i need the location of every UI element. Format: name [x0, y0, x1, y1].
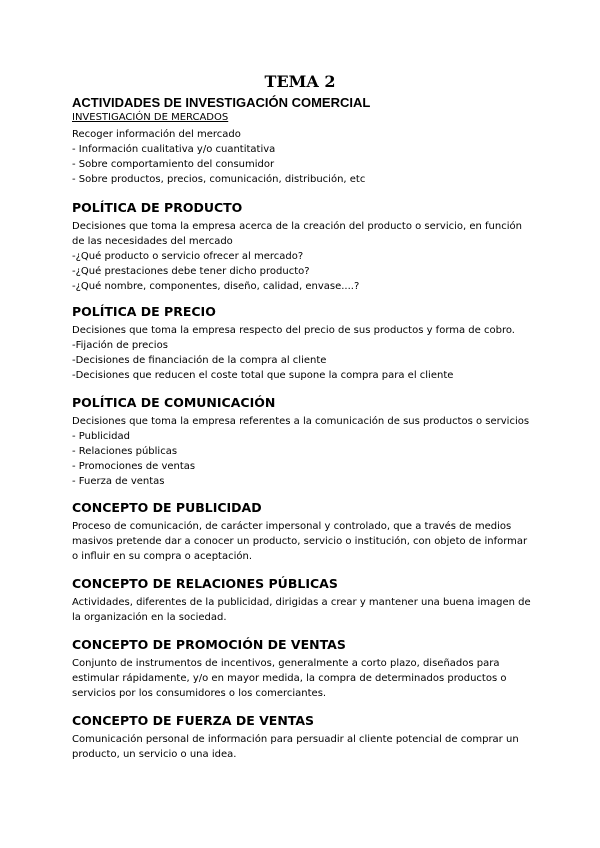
- section-producto: [72, 200, 532, 294]
- list-item: -Fijación de precios: [72, 340, 168, 351]
- text-line: de las necesidades del mercado: [72, 236, 233, 247]
- subheading-investigacion: INVESTIGACIÓN DE MERCADOS: [72, 112, 229, 123]
- list-item: -Decisiones que reducen el coste total que supone la compra para el cliente: [72, 370, 454, 381]
- paragraph: Comunicación personal de información para persuadir al cliente potencial de comprar un producto, un servicio o una idea.: [72, 734, 519, 760]
- section-fuerza: [72, 713, 532, 762]
- list-item: - Sobre productos, precios, comunicación, distribución, etc: [72, 174, 366, 185]
- main-heading: ACTIVIDADES DE INVESTIGACIÓN COMERCIAL: [72, 95, 371, 110]
- section-promocion: [72, 637, 532, 701]
- text-line: Decisiones que toma la empresa respecto del precio de sus productos y forma de cobro.: [72, 325, 515, 336]
- section-heading: CONCEPTO DE FUERZA DE VENTAS: [72, 713, 315, 728]
- section-relaciones: [72, 576, 532, 625]
- list-item: - Publicidad: [72, 431, 130, 442]
- list-item: - Promociones de ventas: [72, 461, 196, 472]
- list-item: -¿Qué nombre, componentes, diseño, calidad, envase....?: [72, 281, 360, 292]
- list-item: - Fuerza de ventas: [72, 476, 165, 487]
- list-item: -¿Qué prestaciones debe tener dicho producto?: [72, 266, 310, 277]
- paragraph: Conjunto de instrumentos de incentivos, generalmente a corto plazo, diseñados para estimular rápidamente, y/o en mayor medida, la compra de determinados productos o servicios por los consumidores o los comerciantes.: [72, 658, 507, 699]
- paragraph: Proceso de comunicación, de carácter impersonal y controlado, que a través de medios masivos pretende dar a conocer un producto, servicio o institución, con objeto de informar o influir en su compra o aceptación.: [72, 521, 528, 562]
- section-publicidad: [72, 500, 532, 564]
- section-investigacion: [72, 127, 532, 187]
- page-title: TEMA 2: [264, 72, 336, 91]
- list-item: - Relaciones públicas: [72, 446, 178, 457]
- list-item: - Información cualitativa y/o cuantitativa: [72, 144, 276, 155]
- section-heading: CONCEPTO DE RELACIONES PÚBLICAS: [72, 576, 338, 591]
- text-line: Decisiones que toma la empresa referentes a la comunicación de sus productos o servicios: [72, 416, 530, 427]
- section-precio: [72, 304, 532, 383]
- section-heading: POLÍTICA DE PRECIO: [72, 304, 216, 319]
- section-heading: CONCEPTO DE PROMOCIÓN DE VENTAS: [72, 637, 346, 652]
- text-line: Decisiones que toma la empresa acerca de la creación del producto o servicio, en función: [72, 221, 522, 232]
- text-line: Recoger información del mercado: [72, 129, 241, 140]
- section-heading: CONCEPTO DE PUBLICIDAD: [72, 500, 262, 515]
- paragraph: Actividades, diferentes de la publicidad, dirigidas a crear y mantener una buena imagen de la organización en la sociedad.: [72, 597, 531, 623]
- list-item: -Decisiones de financiación de la compra al cliente: [72, 355, 327, 366]
- section-heading: POLÍTICA DE COMUNICACIÓN: [72, 395, 276, 410]
- section-comunicacion: [72, 395, 532, 489]
- section-heading: POLÍTICA DE PRODUCTO: [72, 200, 243, 215]
- list-item: -¿Qué producto o servicio ofrecer al mercado?: [72, 251, 304, 262]
- list-item: - Sobre comportamiento del consumidor: [72, 159, 275, 170]
